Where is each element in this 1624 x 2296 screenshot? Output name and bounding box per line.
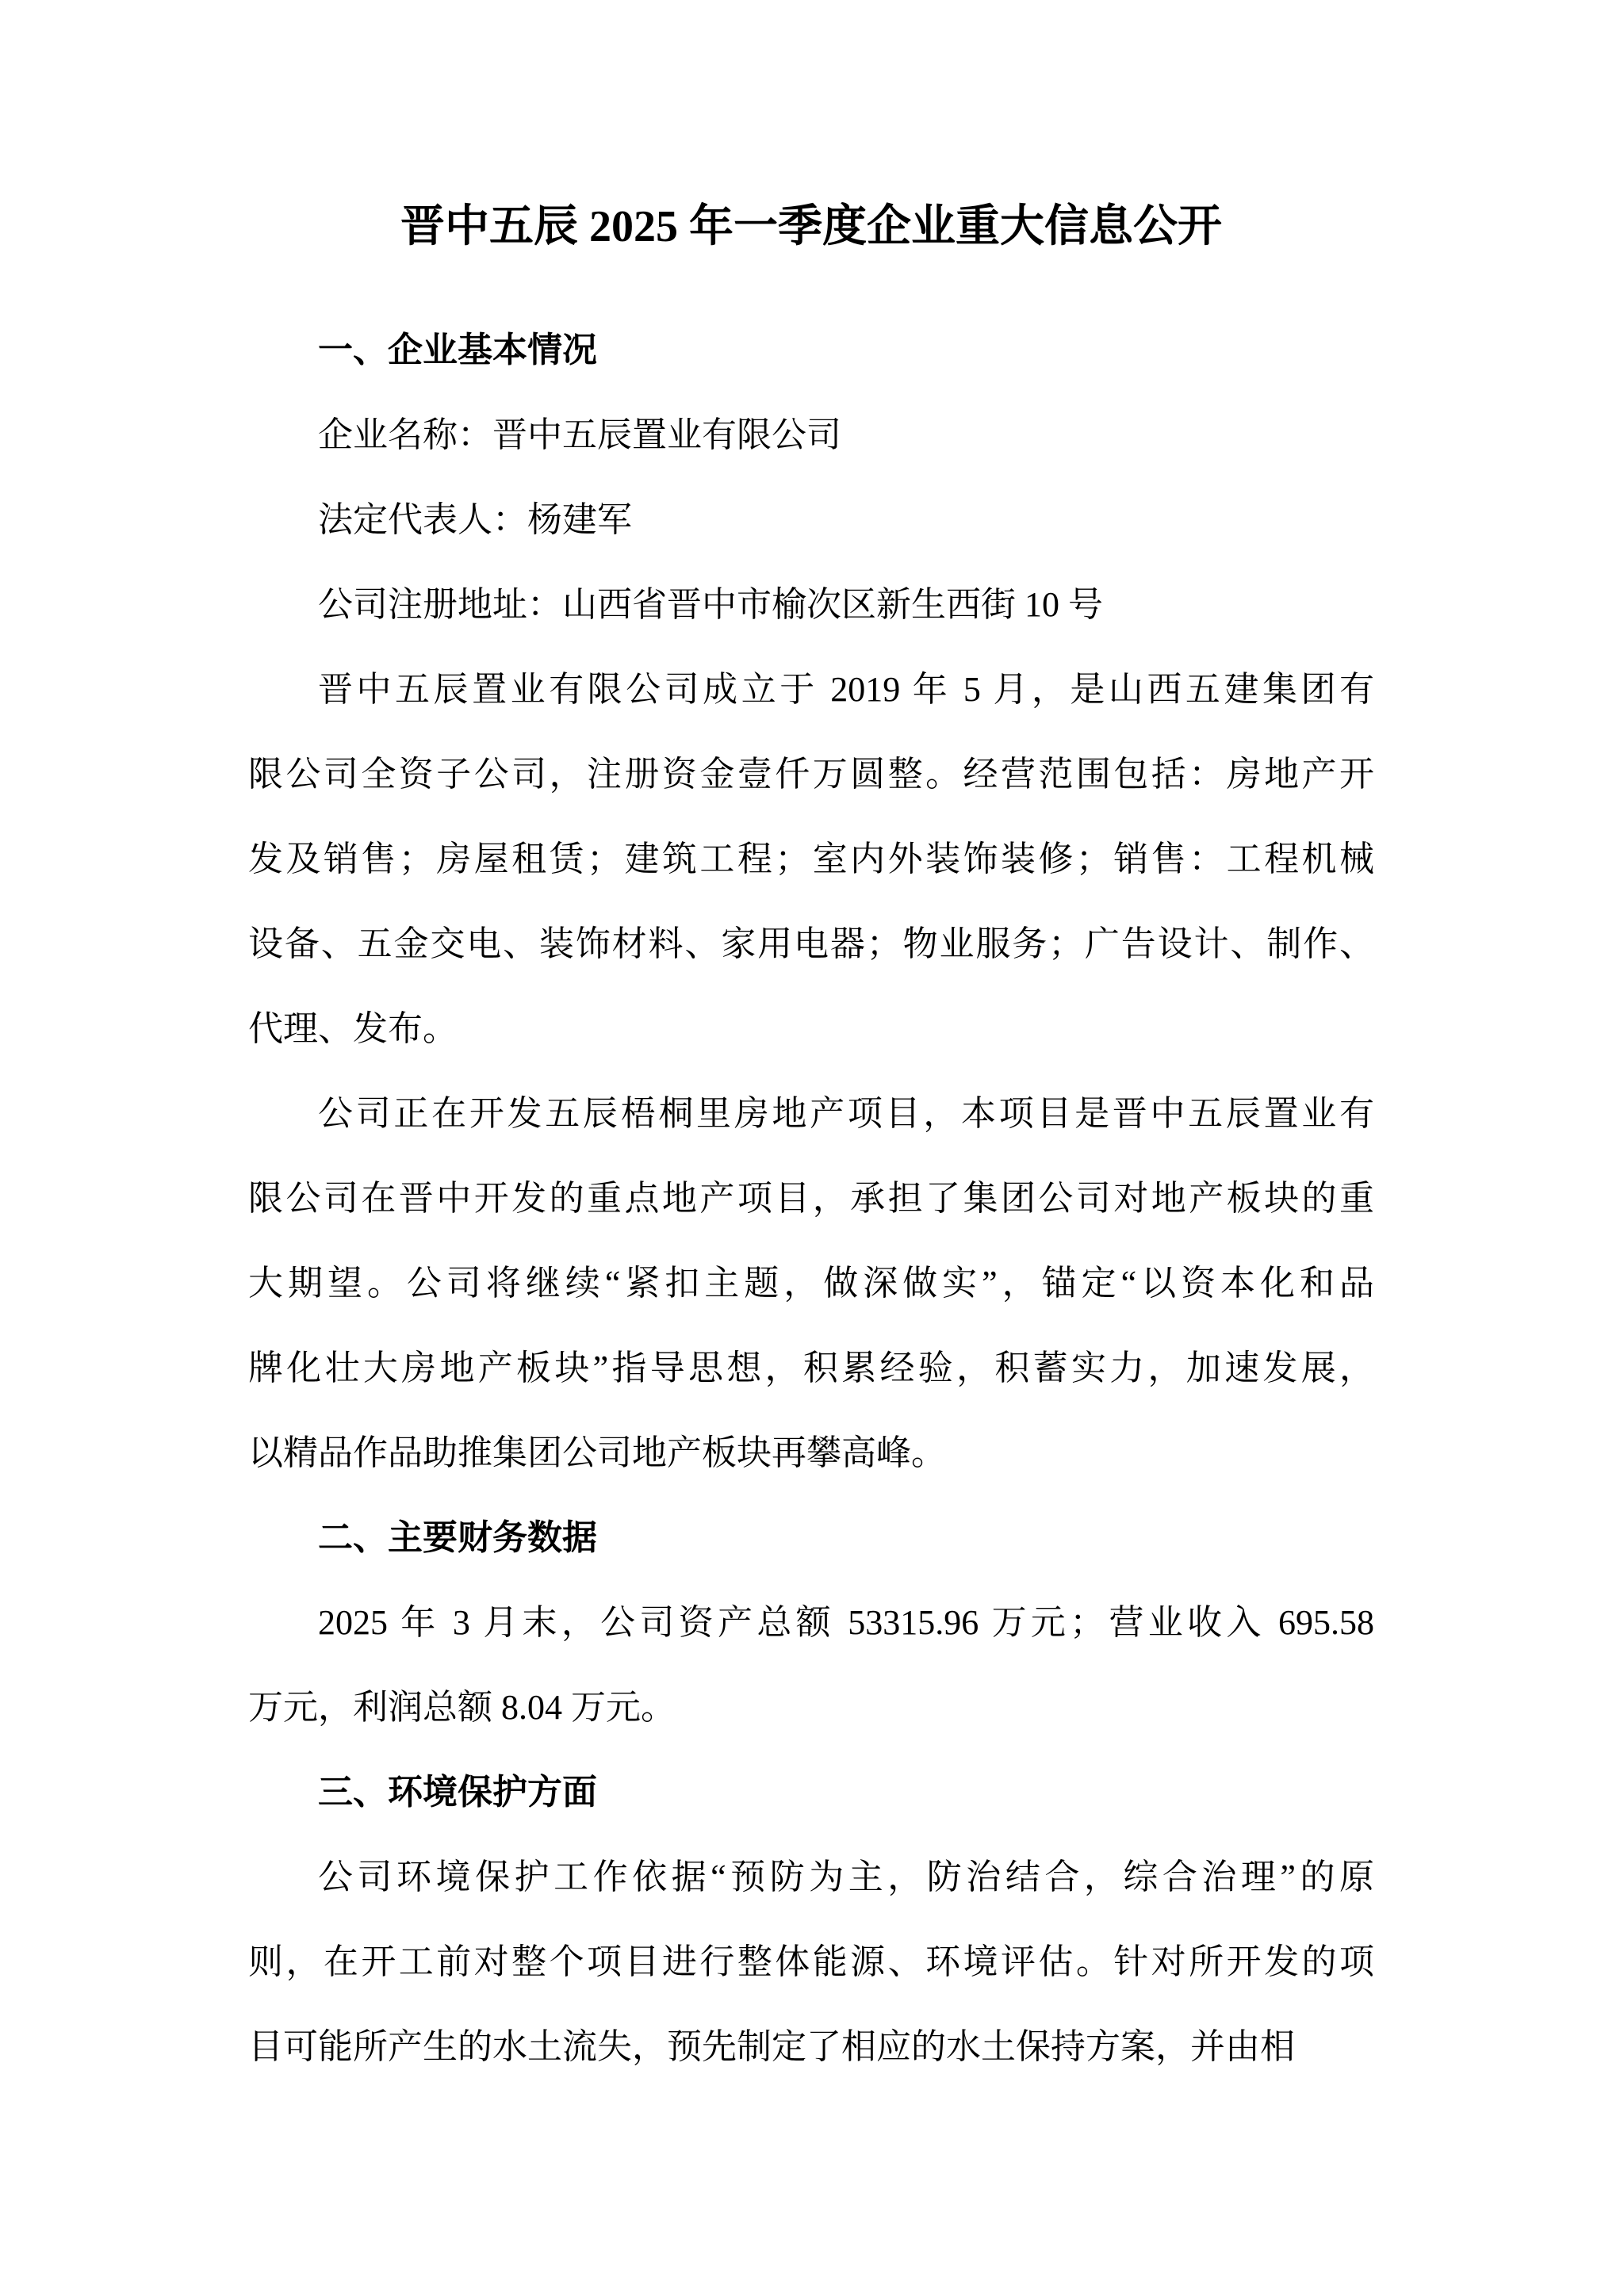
paragraph-line: 设备、五金交电、装饰材料、家用电器；物业服务；广告设计、制作、 — [248, 924, 1374, 963]
paragraph-line: 法定代表人：杨建军 — [318, 500, 632, 539]
document-title: 晋中五辰 2025 年一季度企业重大信息公开 — [400, 202, 1222, 251]
paragraph-line: 晋中五辰置业有限公司成立于 2019 年 5 月，是山西五建集团有 — [318, 670, 1374, 709]
paragraph-line: 公司注册地址：山西省晋中市榆次区新生西街 10 号 — [318, 585, 1103, 624]
paragraph-line: 以精品作品助推集团公司地产板块再攀高峰。 — [248, 1433, 946, 1472]
paragraph-line: 2025 年 3 月末，公司资产总额 53315.96 万元；营业收入 695.58 — [318, 1603, 1374, 1642]
paragraph-line: 发及销售；房屋租赁；建筑工程；室内外装饰装修；销售：工程机械 — [248, 840, 1374, 878]
paragraph-line: 牌化壮大房地产板块”指导思想，积累经验，积蓄实力，加速发展， — [248, 1349, 1374, 1387]
document-content — [248, 0, 1374, 2089]
paragraph-line: 限公司在晋中开发的重点地产项目，承担了集团公司对地产板块的重 — [248, 1179, 1374, 1218]
document-body — [248, 308, 1374, 2089]
section-heading: 三、环境保护方面 — [318, 1773, 597, 1812]
paragraph-line: 公司正在开发五辰梧桐里房地产项目，本项目是晋中五辰置业有 — [318, 1094, 1374, 1133]
paragraph-line: 万元，利润总额 8.04 万元。 — [248, 1688, 676, 1727]
paragraph-line: 企业名称：晋中五辰置业有限公司 — [318, 415, 841, 454]
paragraph-line: 代理、发布。 — [248, 1009, 458, 1048]
paragraph-line: 限公司全资子公司，注册资金壹仟万圆整。经营范围包括：房地产开 — [248, 755, 1374, 794]
paragraph-line: 目可能所产生的水土流失，预先制定了相应的水土保持方案，并由相 — [248, 2027, 1295, 2066]
paragraph-line: 大期望。公司将继续“紧扣主题，做深做实”，锚定“以资本化和品 — [248, 1264, 1374, 1303]
section-heading: 一、企业基本情况 — [318, 331, 597, 369]
paragraph-line: 则，在开工前对整个项目进行整体能源、环境评估。针对所开发的项 — [248, 1942, 1374, 1981]
section-heading: 二、主要财务数据 — [318, 1518, 597, 1557]
paragraph-line: 公司环境保护工作依据“预防为主，防治结合，综合治理”的原 — [318, 1858, 1374, 1896]
